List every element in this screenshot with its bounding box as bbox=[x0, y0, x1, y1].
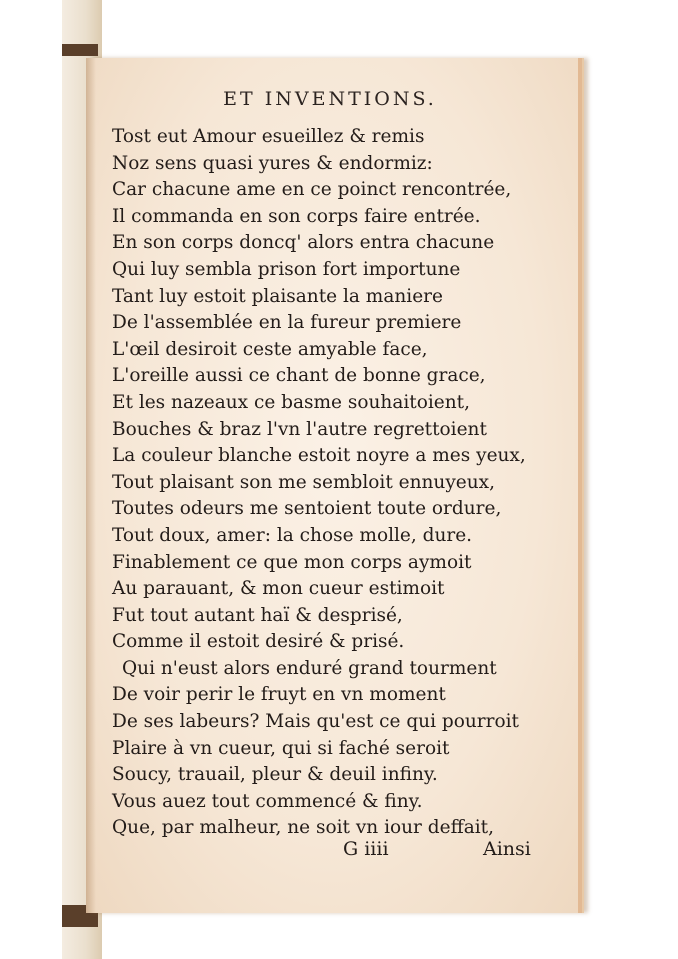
binding-band-top bbox=[62, 44, 98, 56]
text-line: Comme il estoit desiré & prisé. bbox=[112, 631, 405, 653]
text-line: Soucy, trauail, pleur & deuil infiny. bbox=[112, 764, 438, 786]
signature-mark: G iiii bbox=[343, 838, 389, 860]
text-line: Car chacune ame en ce poinct rencontrée, bbox=[112, 179, 512, 201]
text-line: Noz sens quasi yures & endormiz: bbox=[112, 152, 433, 174]
text-line: Tant luy estoit plaisante la maniere bbox=[112, 285, 443, 307]
text-line: Vous auez tout commencé & finy. bbox=[112, 790, 423, 812]
poem-text bbox=[112, 124, 552, 842]
text-line: Au parauant, & mon cueur estimoit bbox=[112, 578, 445, 600]
page-gutter-shadow bbox=[86, 58, 96, 913]
text-line: De ses labeurs? Mais qu'est ce qui pourroit bbox=[112, 711, 519, 733]
text-line: Qui luy sembla prison fort importune bbox=[112, 258, 461, 280]
text-line: De l'assemblée en la fureur premiere bbox=[112, 312, 462, 334]
text-line: Tout plaisant son me sembloit ennuyeux, bbox=[112, 471, 495, 493]
text-line: Tost eut Amour esueillez & remis bbox=[112, 126, 425, 147]
catchword: Ainsi bbox=[483, 838, 531, 860]
text-line: Toutes odeurs me sentoient toute ordure, bbox=[112, 498, 502, 520]
text-line: Que, par malheur, ne soit vn iour deffait, bbox=[112, 817, 494, 839]
text-line: L'oreille aussi ce chant de bonne grace, bbox=[112, 365, 486, 387]
text-line: La couleur blanche estoit noyre a mes yeux, bbox=[112, 445, 526, 467]
text-line: Qui n'eust alors enduré grand tourment bbox=[122, 657, 497, 679]
text-line: En son corps doncq' alors entra chacune bbox=[112, 232, 495, 254]
text-line: Plaire à vn cueur, qui si faché seroit bbox=[112, 737, 450, 759]
text-line: Finablement ce que mon corps aymoit bbox=[112, 551, 472, 573]
text-line: L'œil desiroit ceste amyable face, bbox=[112, 338, 428, 360]
text-line: Tout doux, amer: la chose molle, dure. bbox=[112, 524, 473, 546]
running-head: ET INVENTIONS. bbox=[223, 88, 437, 110]
text-line: Et les nazeaux ce basme souhaitoient, bbox=[112, 391, 470, 413]
text-line: Il commanda en son corps faire entrée. bbox=[112, 205, 481, 227]
text-line: Bouches & braz l'vn l'autre regrettoient bbox=[112, 418, 487, 440]
text-line: Fut tout autant haï & desprisé, bbox=[112, 604, 403, 626]
text-line: De voir perir le fruyt en vn moment bbox=[112, 684, 446, 706]
